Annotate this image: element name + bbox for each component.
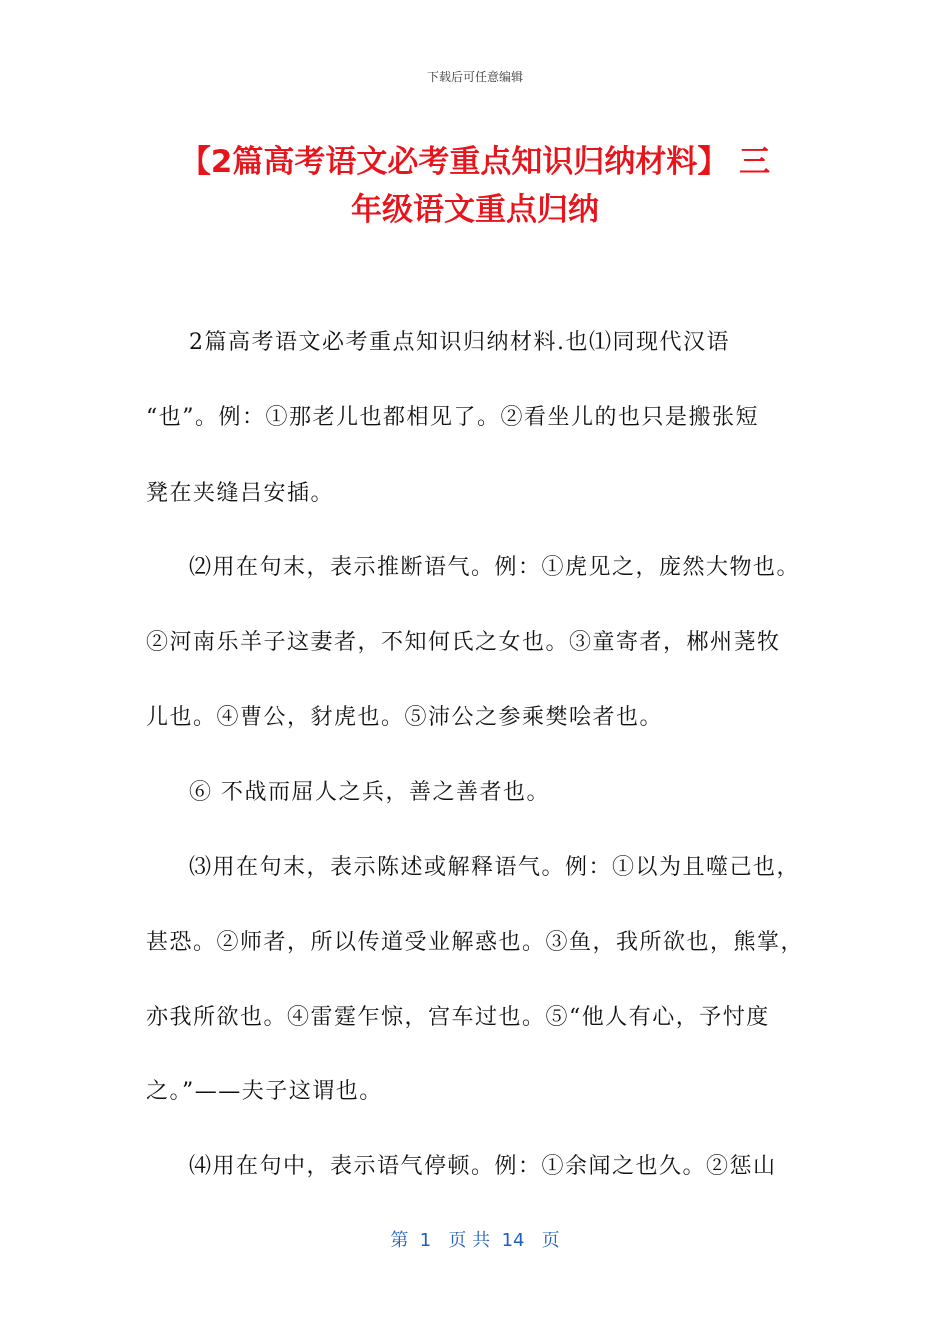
body-line: 2篇高考语文必考重点知识归纳材料.也⑴同现代汉语 [189, 330, 730, 355]
page-number-footer: 第 1 页 共 14 页 [390, 1230, 560, 1251]
body-line: 甚恐。②师者，所以传道受业解惑也。③鱼，我所欲也，熊掌， [146, 930, 805, 955]
body-line: 亦我所欲也。④雷霆乍惊，宫车过也。⑤“他人有心，予忖度 [146, 1005, 770, 1030]
body-line: 凳在夹缝吕安插。 [146, 481, 335, 506]
body-line: 儿也。④曹公，豺虎也。⑤沛公之参乘樊哙者也。 [146, 705, 664, 730]
body-line: ⑵用在句末，表示推断语气。例：①虎见之，庞然大物也。 [189, 555, 801, 580]
body-line: 之。”——夫子这谓也。 [146, 1079, 383, 1104]
title-line-2: 年级语文重点归纳 [351, 192, 599, 228]
header-note: 下载后可任意编辑 [426, 70, 523, 84]
document-title [130, 138, 820, 234]
title-line-1: 【2篇高考语文必考重点知识归纳材料】 三 [179, 144, 771, 180]
body-line: ⑶用在句末，表示陈述或解释语气。例：①以为且噬己也， [189, 855, 801, 880]
body-line: ⑥ 不战而屈人之兵，善之善者也。 [189, 780, 550, 805]
body-line: ⑷用在句中，表示语气停顿。例：①余闻之也久。②惩山 [189, 1154, 777, 1179]
body-line: ②河南乐羊子这妻者，不知何氏之女也。③童寄者，郴州荛牧 [146, 630, 781, 655]
body-line: “也”。例：①那老儿也都相见了。②看坐儿的也只是搬张短 [146, 405, 759, 430]
